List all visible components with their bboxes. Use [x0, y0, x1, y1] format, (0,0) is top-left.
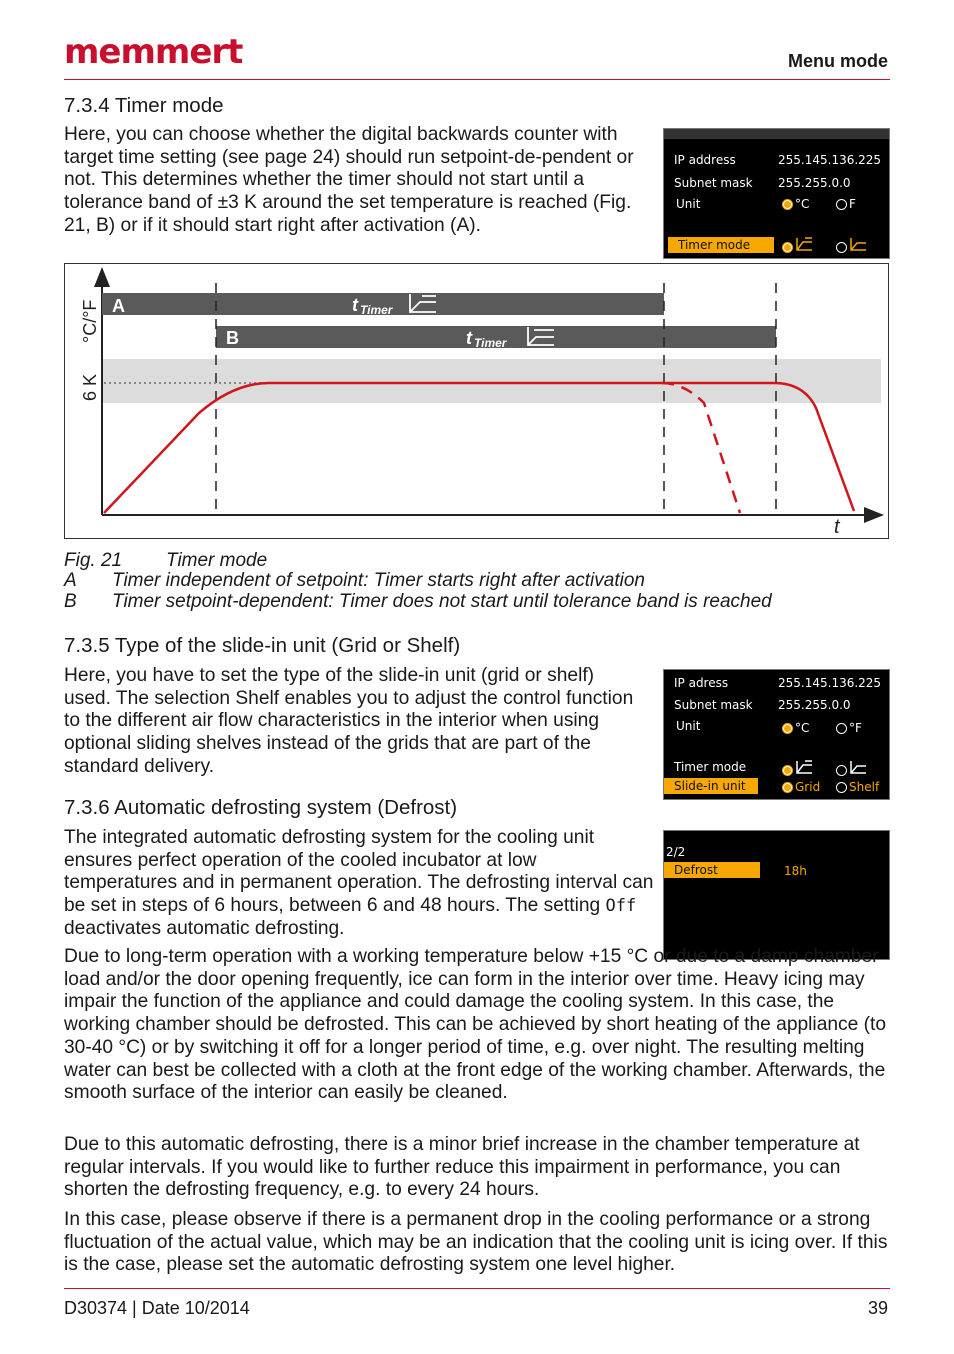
section-736-title: 7.3.6 Automatic defrosting system (Defrost): [64, 796, 458, 819]
radio-selected-icon: [782, 782, 793, 793]
footer-doc-info: D30374 | Date 10/2014: [64, 1298, 250, 1318]
subnet-value: 255.255.0.0: [778, 176, 851, 190]
unit-label: Unit: [676, 719, 701, 733]
timer-mode-chart: [64, 263, 889, 539]
header-section-title: Menu mode: [787, 51, 888, 71]
off-setting: Off: [605, 896, 637, 917]
bar-b-timer-t: t: [466, 328, 472, 348]
slide-in-unit-selected[interactable]: Slide-in unit: [664, 778, 758, 794]
section-736-body-1: The integrated automatic defrosting system for the cooling unit ensures perfect operation of the cooled incubator at low temperatures and in permanent operation. The defrosting interval can be set in steps of 6 hours, between 6 and 48 hours. The setting Off deactivates automatic defrosting.: [64, 827, 654, 939]
caption-item-a: [64, 570, 645, 591]
subnet-label: Subnet mask: [674, 176, 753, 190]
radio-empty-icon: [836, 199, 847, 210]
footer-rule: [64, 1288, 890, 1289]
timer-dependent-icon: [849, 760, 867, 774]
bar-a-timer-t: t: [352, 295, 358, 315]
unit-fahrenheit-option[interactable]: °F: [836, 721, 862, 735]
grid-option[interactable]: Grid: [782, 780, 820, 794]
shelf-option[interactable]: Shelf: [836, 780, 879, 794]
page-indicator: 2/2: [666, 845, 686, 859]
radio-selected-icon: [782, 765, 793, 776]
header-rule: [64, 79, 890, 80]
defrost-selected[interactable]: Defrost: [664, 862, 760, 878]
radio-selected-icon: [782, 242, 793, 253]
timer-independent-option[interactable]: [782, 760, 813, 777]
tolerance-band: [102, 359, 881, 403]
radio-empty-icon: [836, 723, 847, 734]
bar-a-label: A: [112, 296, 125, 316]
unit-fahrenheit-option[interactable]: F: [836, 197, 856, 211]
section-736-body-2: Due to long-term operation with a working temperature below +15 °C or due to a damp chamber load and/or the door opening frequently, ice can form in the interior over time. Heavy icing may impair the function of the appliance and could damage the cooling system. In this case, the working chamber should be defrosted. This can be achieved by short heating of the appliance (to 30-40 °C) or by switching it off for a longer period of time, e.g. over night. The resulting melting water can best be collected with a cloth at the front edge of the working chamber. Afterwards, the smooth surface of the interior can easily be cleaned.: [64, 946, 887, 1104]
timer-mode-screen: [663, 128, 890, 259]
timer-dependent-option[interactable]: [836, 237, 867, 254]
bar-a-timer-sub: Timer: [360, 303, 393, 317]
timer-mode-label: Timer mode: [674, 760, 747, 774]
section-734-body: Here, you can choose whether the digital backwards counter with target time setting (see page 24) should run setpoint-de-pendent or not. This determines whether the timer should not start until a tolerance band of ±3 K around the set temperature is reached (Fig. 21, B) or if it should start right after activation (A).: [64, 124, 634, 236]
ip-value: 255.145.136.225: [778, 676, 882, 690]
ip-value: 255.145.136.225: [778, 153, 882, 167]
section-734-title: 7.3.4 Timer mode: [64, 94, 224, 117]
timer-independent-option[interactable]: [782, 237, 813, 254]
unit-celsius-option[interactable]: °C: [782, 197, 809, 211]
caption-number: Fig. 21: [64, 550, 123, 571]
subnet-value: 255.255.0.0: [778, 698, 851, 712]
section-736-body-4: In this case, please observe if there is a permanent drop in the cooling performance or a strong fluctuation of the actual value, which may be an indication that the cooling unit is icing over. If this is the case, please set the automatic defrosting system one level higher.: [64, 1209, 888, 1276]
timer-mode-chart-svg: [64, 263, 889, 539]
radio-empty-icon: [836, 765, 847, 776]
ip-label: IP address: [674, 153, 736, 167]
defrost-screen: [663, 830, 890, 960]
timer-independent-icon: [795, 760, 813, 774]
defrost-value[interactable]: 18h: [784, 864, 807, 878]
x-axis-label: t: [834, 516, 840, 538]
caption-text-b: Timer setpoint-dependent: Timer does not start until tolerance band is reached: [112, 591, 772, 612]
radio-selected-icon: [782, 723, 793, 734]
unit-label: Unit: [676, 197, 701, 211]
caption-item-b: [64, 591, 772, 612]
page-number: 39: [867, 1298, 888, 1318]
ip-label: IP adress: [674, 676, 729, 690]
subnet-label: Subnet mask: [674, 698, 753, 712]
bar-b-timer-sub: Timer: [474, 336, 507, 350]
band-label: 6 K: [80, 373, 100, 401]
memmert-logo: memmert: [64, 32, 243, 72]
timer-dependent-option[interactable]: [836, 760, 867, 777]
section-736-body-3: Due to this automatic defrosting, there is a minor brief increase in the chamber temperature at regular intervals. If you would like to further reduce this impairment in performance, you can shorten the defrosting frequency, e.g. to every 24 hours.: [64, 1134, 860, 1201]
unit-celsius-option[interactable]: °C: [782, 721, 809, 735]
caption-key-b: B: [64, 591, 77, 612]
slide-in-unit-screen: [663, 669, 890, 800]
timer-independent-icon: [795, 237, 813, 251]
radio-empty-icon: [836, 782, 847, 793]
radio-empty-icon: [836, 242, 847, 253]
bar-b-label: B: [226, 328, 239, 348]
section-735-title: 7.3.5 Type of the slide-in unit (Grid or Shelf): [64, 634, 461, 657]
radio-selected-icon: [782, 199, 793, 210]
figure-caption: [64, 550, 267, 571]
timer-dependent-icon: [849, 237, 867, 251]
caption-key-a: A: [64, 570, 77, 591]
screen-topbar: [664, 129, 889, 139]
y-axis-label: °C/°F: [80, 299, 100, 343]
caption-text-a: Timer independent of setpoint: Timer starts right after activation: [112, 570, 645, 591]
timer-mode-selected[interactable]: Timer mode: [668, 237, 774, 253]
caption-title: Timer mode: [166, 550, 268, 571]
section-735-body: Here, you have to set the type of the slide-in unit (grid or shelf) used. The selection Shelf enables you to adjust the control function to the different air flow characteristics in the interior when using optional sliding shelves instead of the grids that are part of the standard delivery.: [64, 665, 634, 777]
